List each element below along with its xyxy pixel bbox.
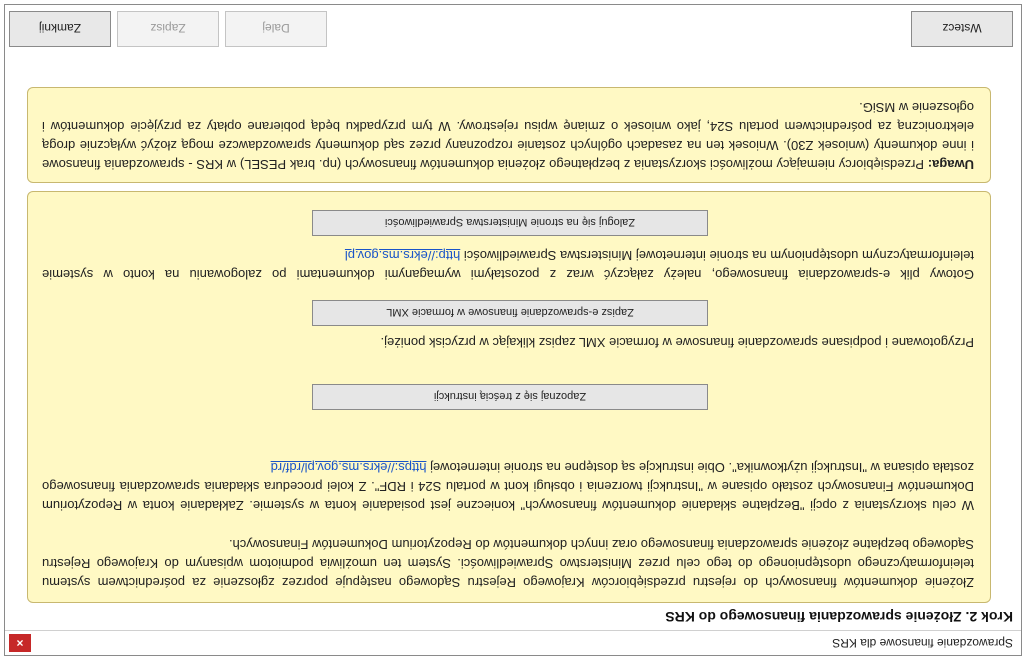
- title-bar: [5, 630, 1021, 655]
- intro-paragraph: Złożenie dokumentów finansowych do rejestru przedsiębiorców Krajowego Rejestru Sądowego następuje poprzez zgłoszenie za pośrednictwem systemu teleinformatycznego udostępnionego do tego celu przez Ministerstwo Sprawiedliwości. System ten umożliwia podmiotom wpisanym do Krajowego Rejestru Sądowego bezpłatne złożenie sprawozdania finansowego oraz innych dokumentów do Repozytorium Dokumentów Finansowych.: [42, 537, 974, 590]
- save-xml-button[interactable]: Zapisz e-sprawozdanie finansowe w formacie XML: [312, 300, 708, 326]
- back-button[interactable]: Wstecz: [911, 11, 1013, 47]
- step-title: Krok 2. Złożenie sprawozdania finansowego do KRS: [665, 609, 1013, 625]
- read-instructions-button[interactable]: Zapoznaj się z treścią instrukcji: [312, 384, 708, 410]
- note-paragraph: [42, 98, 974, 174]
- main-info-panel: [27, 191, 991, 603]
- note-panel: [27, 87, 991, 183]
- note-text: Przedsiębiorcy niemający możliwości skorzystania z bezpłatnego złożenia dokumentów finansowych (np. brak PESEL) w KRS - sprawozdania finansowe i inne dokumenty (wniosek Z30). Wniosek ten na zasadach ogólnych zostanie rozpoznany przez sąd dokumenty sprawozdawcze mogą złożyć wyłącznie drogą elektroniczną za pośrednictwem portalu S24, jako wniosek o zmianę wpisu rejestrowy. W tym przypadku będą pobierane opłaty za przyjęcie dokumentów i ogłoszenie w MSiG.: [42, 100, 974, 172]
- login-ministry-button[interactable]: Zaloguj się na stronie Ministerstwa Sprawiedliwości: [312, 210, 708, 236]
- login-text: Gotowy plik e-sprawozdania finansowego, należy załączyć wraz z pozostałymi wymaganymi dokumentami po zalogowaniu na konto w systemie teleinformatycznym udostępnionym na stronie internetowej Ministerstwa Sprawiedliwości: [42, 248, 974, 282]
- ekrs-link[interactable]: http://ekrs.ms.gov.pl: [344, 248, 461, 263]
- save-xml-paragraph: Przygotowane i podpisane sprawozdanie finansowe w formacie XML zapisz klikając w przycisk poniżej.: [380, 335, 974, 350]
- close-window-button[interactable]: ×: [9, 634, 31, 652]
- save-button[interactable]: Zapisz: [117, 11, 219, 47]
- window-title: Sprawozdanie finansowe dla KRS: [832, 636, 1013, 650]
- instructions-paragraph: [42, 458, 974, 515]
- instructions-text: W celu skorzystania z opcji "Bezpłatne składanie dokumentów finansowych" konieczne jest posiadanie konta w systemie. Zakładanie konta w Repozytorium Dokumentów Finansowych zostało opisane w "Instrukcji tworzenia i obsługi kont w portalu S24 i RDF". Z kolei procedura składania sprawozdania finansowego została opisana w "Instrukcji użytkownika". Obie instrukcje są dostępne na stronie internetowej: [42, 460, 974, 513]
- note-label: Uwaga:: [927, 157, 974, 172]
- next-button[interactable]: Dalej: [225, 11, 327, 47]
- login-paragraph: [42, 246, 974, 284]
- dialog-window: [4, 4, 1022, 656]
- close-button[interactable]: Zamknij: [9, 11, 111, 47]
- rdf-link[interactable]: https://ekrs.ms.gov.pl/rdf/rd: [270, 460, 427, 475]
